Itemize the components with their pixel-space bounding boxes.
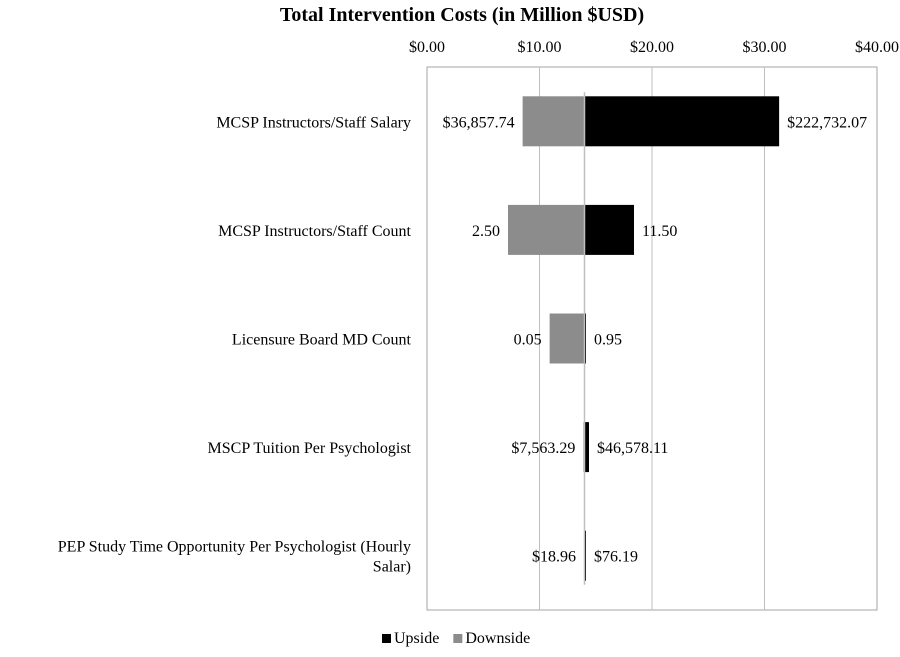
downside-value-label: 2.50 xyxy=(472,222,500,240)
downside-bar xyxy=(508,205,585,255)
upside-value-label: $222,732.07 xyxy=(787,114,868,132)
downside-value-label: $7,563.29 xyxy=(511,440,576,458)
x-tick-label: $40.00 xyxy=(855,39,899,56)
downside-bar xyxy=(550,314,585,364)
data-labels xyxy=(443,114,868,565)
category-label: Licensure Board MD Count xyxy=(231,331,411,349)
category-label: PEP Study Time Opportunity Per Psychologist (Hourly Salar) xyxy=(57,538,411,576)
x-tick-label: $30.00 xyxy=(742,39,787,56)
legend-label: Upside xyxy=(394,630,440,647)
downside-value-label: 0.05 xyxy=(513,331,542,349)
downside-value-label: $18.96 xyxy=(531,548,576,566)
x-tick-label: $10.00 xyxy=(517,39,562,56)
upside-value-label: $76.19 xyxy=(594,548,638,566)
upside-bar xyxy=(585,96,780,146)
downside-bar xyxy=(523,96,585,146)
legend-label: Downside xyxy=(465,630,531,647)
legend-swatch xyxy=(453,634,462,643)
legend-swatch xyxy=(382,634,391,643)
category-label: MSCP Tuition Per Psychologist xyxy=(207,440,411,458)
upside-bar xyxy=(585,205,635,255)
category-labels xyxy=(58,114,412,575)
x-tick-label: $20.00 xyxy=(630,39,674,56)
upside-value-label: 11.50 xyxy=(642,222,678,240)
downside-value-label: $36,857.74 xyxy=(442,114,515,132)
x-axis-ticks xyxy=(409,39,899,56)
chart-title: Total Intervention Costs (in Million $USD) xyxy=(279,4,645,26)
x-tick-label: $0.00 xyxy=(409,39,445,56)
upside-value-label: 0.95 xyxy=(594,331,622,349)
upside-value-label: $46,578.11 xyxy=(597,440,669,458)
category-label: MCSP Instructors/Staff Count xyxy=(218,222,411,240)
bars xyxy=(508,96,779,580)
legend xyxy=(382,630,530,647)
category-label: MCSP Instructors/Staff Salary xyxy=(216,114,411,132)
